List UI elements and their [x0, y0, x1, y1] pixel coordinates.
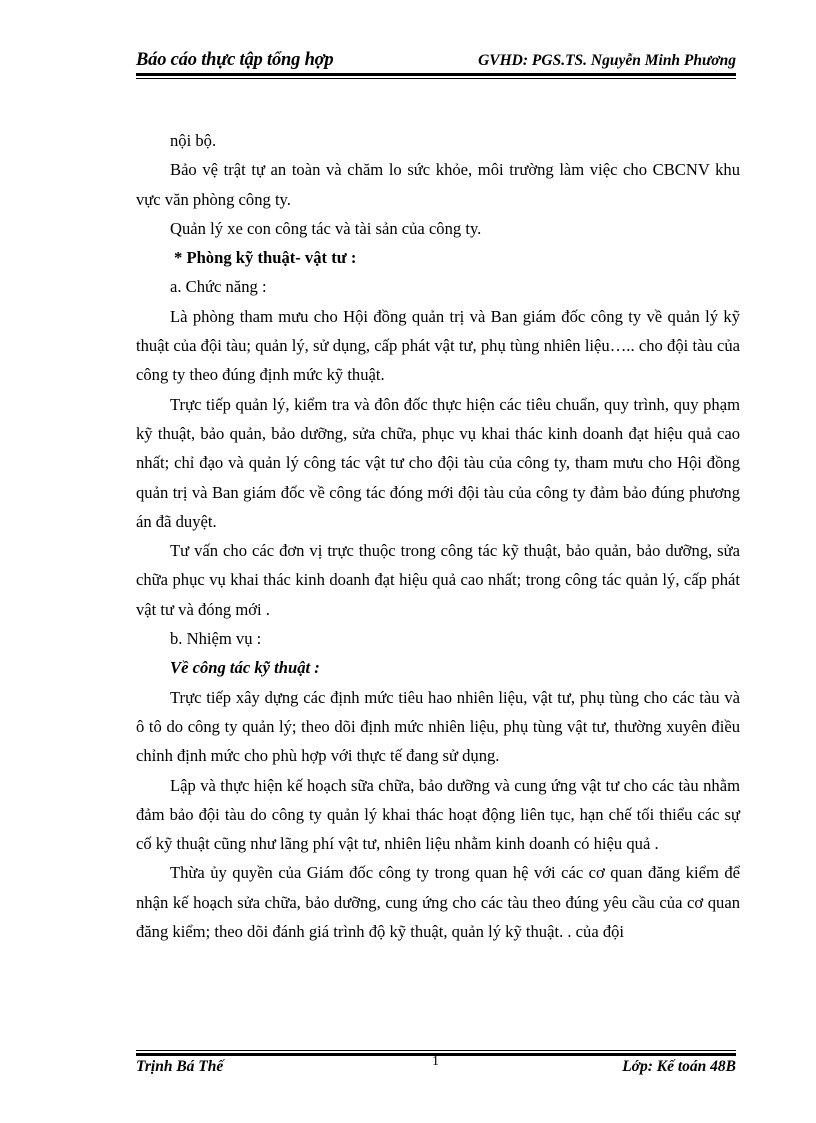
- paragraph: Là phòng tham mưu cho Hội đồng quản trị và Ban giám đốc công ty về quản lý kỹ thuật của đội tàu; quản lý, sử dụng, cấp phát vật tư, phụ tùng nhiên liệu….. cho đội tàu của công ty theo đúng định mức kỹ thuật.: [136, 306, 740, 385]
- paragraph: Quản lý xe con công tác và tài sản của công ty.: [170, 218, 482, 238]
- subsection-heading: a. Chức năng :: [170, 277, 267, 297]
- footer-rule-thin: [136, 1050, 736, 1051]
- paragraph: Trực tiếp quản lý, kiểm tra và đôn đốc thực hiện các tiêu chuẩn, quy trình, quy phạm kỹ thuật, bảo quản, bảo dưỡng, sửa chữa, phục vụ khai thác kinh doanh đạt hiệu quả cao nhất; chỉ đạo và quản lý công tác vật tư cho đội tàu của công ty, tham mưu cho Hội đồng quản trị và Ban giám đốc về công tác đóng mới đội tàu của công ty đảm bảo đúng phương án đã duyệt.: [136, 394, 740, 531]
- header-rule-thick: [136, 73, 736, 76]
- paragraph: Tư vấn cho các đơn vị trực thuộc trong công tác kỹ thuật, bảo quản, bảo dưỡng, sửa chữa phục vụ khai thác kinh doanh đạt hiệu quả cao nhất; trong công tác quản lý, cấp phát vật tư và đóng mới .: [136, 541, 740, 619]
- page-number: 1: [432, 1054, 439, 1069]
- italic-heading: Về công tác kỹ thuật :: [170, 658, 320, 678]
- subsection-heading: b. Nhiệm vụ :: [170, 629, 262, 649]
- paragraph: Thừa ủy quyền của Giám đốc công ty trong quan hệ với các cơ quan đăng kiểm để nhận kế hoạch sửa chữa, bảo dưỡng, cung ứng cho các tàu theo đúng yêu cầu của cơ quan đăng kiểm; theo dõi đánh giá trình độ kỹ thuật, quản lý kỹ thuật. . của đội: [136, 863, 740, 942]
- page-header: [136, 50, 736, 72]
- header-supervisor: GVHD: PGS.TS. Nguyễn Minh Phương: [478, 52, 736, 69]
- footer-class: Lớp: Kế toán 48B: [622, 1058, 736, 1075]
- page-footer: [136, 1054, 736, 1080]
- header-report-title: Báo cáo thực tập tổng hợp: [136, 50, 334, 70]
- paragraph: nội bộ.: [170, 131, 217, 150]
- footer-author: Trịnh Bá Thế: [136, 1058, 224, 1075]
- paragraph: Bảo vệ trật tự an toàn và chăm lo sức khỏe, môi trường làm việc cho CBCNV khu vực văn phòng công ty.: [136, 160, 740, 209]
- paragraph: Lập và thực hiện kế hoạch sữa chữa, bảo dưỡng và cung ứng vật tư cho các tàu nhằm đảm bảo đội tàu do công ty quản lý khai thác hoạt động liên tục, hạn chế tối thiểu các sự cố kỹ thuật cũng như lãng phí vật tư, nhiên liệu nhằm kinh doanh có hiệu quả .: [136, 775, 740, 854]
- header-rule-thin: [136, 78, 736, 79]
- section-heading: * Phòng kỹ thuật- vật tư :: [174, 248, 357, 268]
- paragraph: Trực tiếp xây dựng các định mức tiêu hao nhiên liệu, vật tư, phụ tùng cho các tàu và ô tô do công ty quản lý; theo dõi định mức nhiên liệu, phụ tùng vật tư, thường xuyên điều chỉnh định mức cho phù hợp với thực tế đang sử dụng.: [136, 687, 740, 766]
- body-text: [136, 126, 740, 946]
